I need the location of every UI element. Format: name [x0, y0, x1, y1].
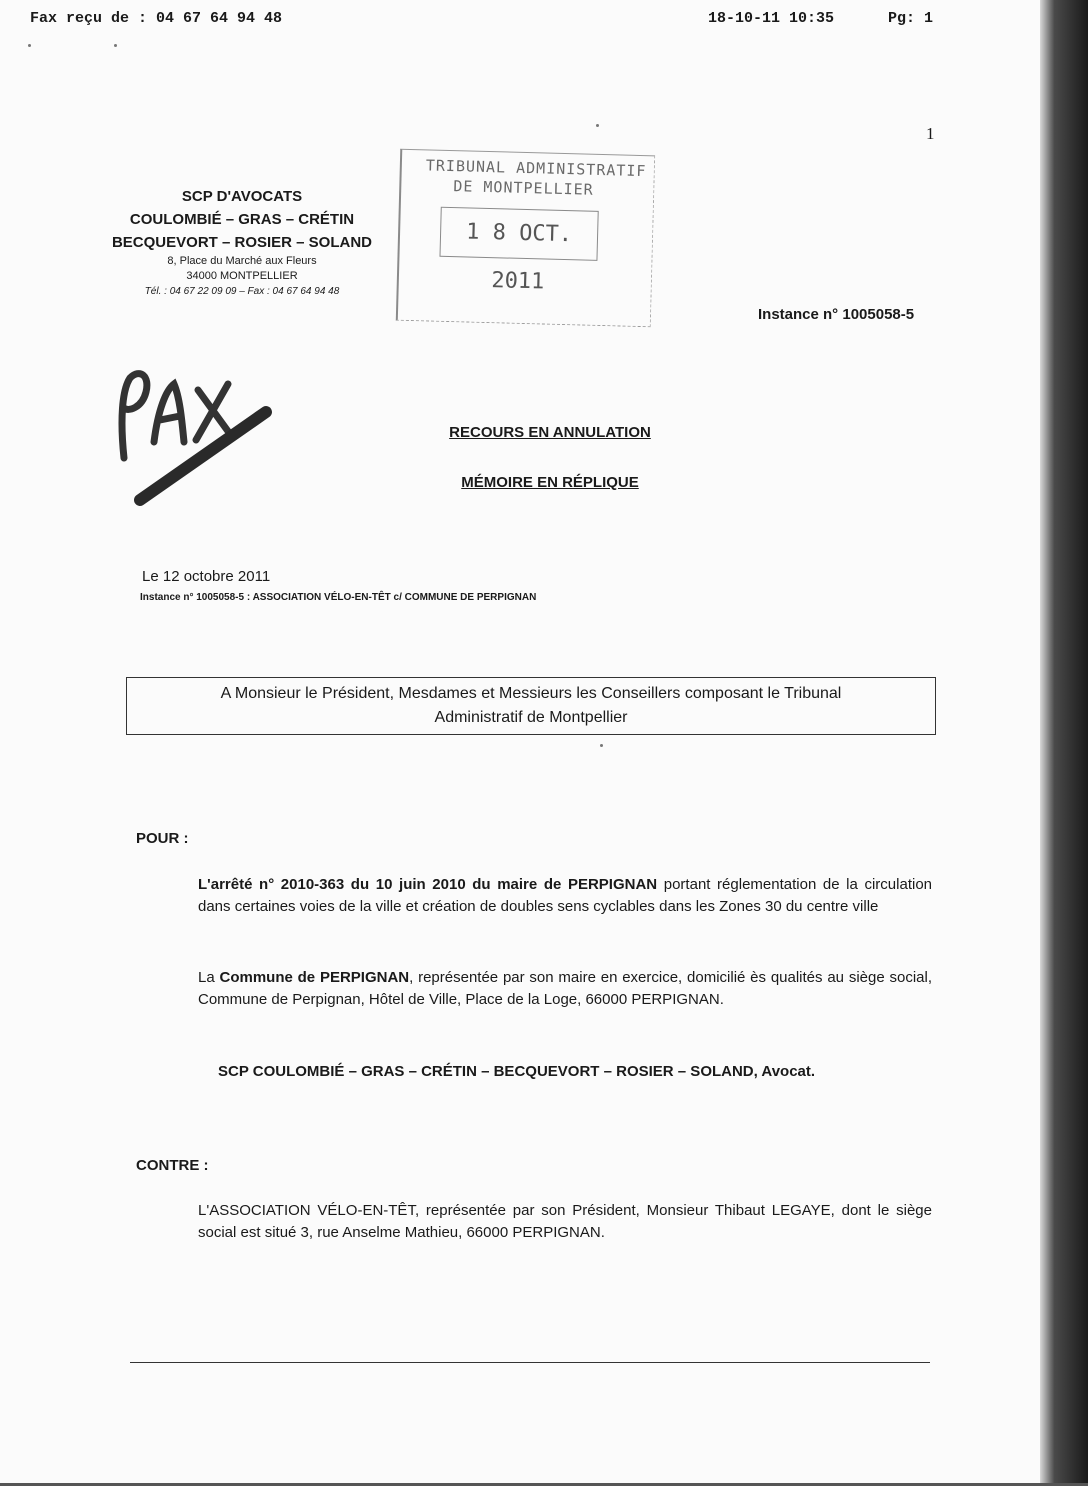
commune-name: Commune de PERPIGNAN — [219, 969, 410, 986]
firm-contact: Tél. : 04 67 22 09 09 – Fax : 04 67 64 94 48 — [144, 286, 340, 297]
addressee-line2: Administratif de Montpellier — [434, 709, 628, 726]
scan-edge-shadow — [1040, 0, 1088, 1486]
commune-intro: La — [198, 969, 220, 986]
page-number: 1 — [926, 124, 935, 143]
decree-description: portant réglementation de la circulation dans certaines voies de la ville et création de doubles sens cyclables dans les Zones 30 du centre ville — [198, 876, 932, 915]
scan-speck — [600, 744, 603, 747]
scan-speck — [596, 124, 599, 127]
scan-speck — [114, 44, 117, 47]
firm-name-line3: BECQUEVORT – ROSIER – SOLAND — [111, 234, 373, 251]
commune-paragraph — [198, 967, 932, 1011]
opposing-party-paragraph: L'ASSOCIATION VÉLO-EN-TÊT, représentée par son Président, Monsieur Thibaut LEGAYE, dont le siège social est situé 3, rue Anselme Mathieu, 66000 PERPIGNAN. — [198, 1202, 932, 1241]
firm-address-street: 8, Place du Marché aux Fleurs — [167, 255, 317, 267]
stamp-court-name: TRIBUNAL ADMINISTRATIF — [425, 156, 647, 181]
fax-page-indicator: Pg: 1 — [888, 10, 934, 27]
decree-reference: L'arrêté n° 2010-363 du 10 juin 2010 du maire de PERPIGNAN — [198, 876, 658, 893]
contested-decree-paragraph — [198, 874, 932, 918]
fax-sender-header: Fax reçu de : 04 67 64 94 48 — [30, 10, 283, 27]
counsel-line: SCP COULOMBIÉ – GRAS – CRÉTIN – BECQUEVORT – ROSIER – SOLAND, Avocat. — [218, 1063, 816, 1080]
contre-label: CONTRE : — [136, 1157, 209, 1174]
addressee-box — [126, 677, 936, 735]
fax-datetime: 18-10-11 10:35 — [708, 10, 835, 27]
commune-description: , représentée par son maire en exercice, domicilié ès qualités au siège social, Commune de Perpignan, Hôtel de Ville, Place de la Loge, 66000 PERPIGNAN. — [198, 969, 932, 1008]
footer-divider — [130, 1362, 930, 1363]
firm-name-line2: COULOMBIÉ – GRAS – CRÉTIN — [129, 211, 355, 228]
document-subtitle: MÉMOIRE EN RÉPLIQUE — [461, 474, 639, 491]
law-firm-letterhead — [92, 185, 392, 299]
addressee-line1: A Monsieur le Président, Mesdames et Messieurs les Conseillers composant le Tribunal — [220, 685, 842, 702]
stamp-date: 1 8 OCT. 2011 — [439, 207, 598, 261]
stamp-court-city: DE MONTPELLIER — [453, 177, 594, 199]
firm-name-line1: SCP D'AVOCATS — [181, 188, 303, 205]
handwritten-fax-annotation — [110, 350, 290, 510]
case-reference: Instance n° 1005058-5 : ASSOCIATION VÉLO-EN-TÊT c/ COMMUNE DE PERPIGNAN — [140, 592, 537, 603]
scan-speck — [28, 44, 31, 47]
pour-label: POUR : — [136, 830, 189, 847]
instance-number: Instance n° 1005058-5 — [758, 306, 915, 323]
document-title: RECOURS EN ANNULATION — [449, 424, 651, 441]
firm-address-city: 34000 MONTPELLIER — [186, 270, 298, 282]
court-received-stamp — [396, 149, 655, 328]
document-date: Le 12 octobre 2011 — [142, 568, 271, 585]
